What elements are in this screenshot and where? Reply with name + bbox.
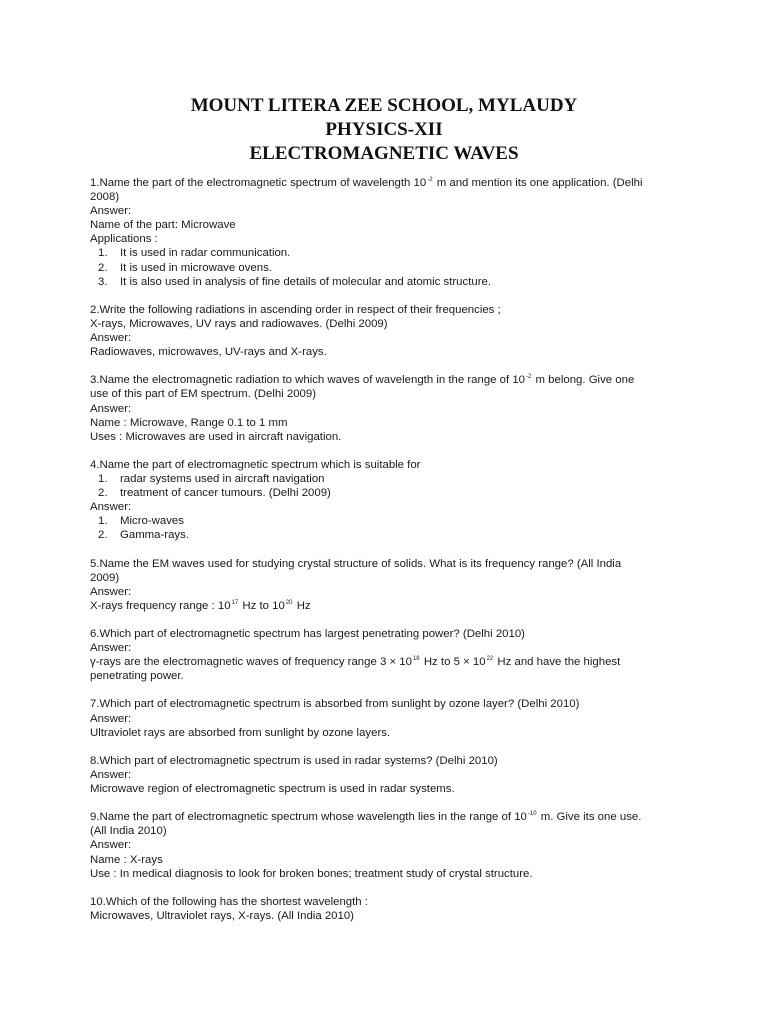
question-text (90, 373, 680, 387)
answer-text-part: X-rays frequency range : 10 (90, 599, 231, 612)
question-text-part: m and mention its one application. (Delhi (433, 177, 643, 189)
list-item (90, 472, 680, 486)
question-text: 4.Name the part of electromagnetic spectrum which is suitable for (90, 458, 421, 471)
question-text: (All India 2010) (90, 825, 167, 838)
answer-label: Answer: (90, 642, 132, 655)
answer-text: Radiowaves, microwaves, UV-rays and X-rays. (90, 346, 327, 359)
question-list (90, 176, 680, 923)
question-text-part: 3.Name the electromagnetic radiation to which waves of wavelength in the range of 10 (90, 374, 525, 387)
question-10 (90, 895, 680, 923)
list-text: radar systems used in aircraft navigation (120, 472, 325, 485)
question-3 (90, 373, 680, 443)
answer-text: Name : X-rays (90, 853, 163, 866)
answer-label: Answer: (90, 332, 132, 345)
list-number: 1. (98, 472, 108, 485)
question-text: Microwaves, Ultraviolet rays, X-rays. (All India 2010) (90, 909, 354, 922)
answer-text-part: γ-rays are the electromagnetic waves of frequency range 3 × 10 (90, 656, 412, 669)
list-item (90, 261, 680, 275)
applications-list (90, 246, 680, 288)
answer-label: Answer: (90, 585, 132, 598)
answer-label: Answer: (90, 501, 132, 514)
question-text: 7.Which part of electromagnetic spectrum is absorbed from sunlight by ozone layer? (Delhi 2010) (90, 698, 580, 711)
chapter-title: ELECTROMAGNETIC WAVES (249, 143, 519, 164)
question-text: 5.Name the EM waves used for studying crystal structure of solids. What is its frequency range? (All India (90, 557, 622, 570)
list-number: 1. (98, 247, 108, 260)
list-item (90, 275, 680, 289)
exponent: 17 (231, 599, 239, 606)
list-text: It is used in microwave ovens. (120, 261, 272, 274)
answer-text-part: Hz and have the highest (494, 656, 621, 669)
answer-label: Answer: (90, 839, 132, 852)
question-7 (90, 697, 680, 739)
answer-text: Name : Microwave, Range 0.1 to 1 mm (90, 416, 288, 429)
list-item (90, 246, 680, 260)
list-text: It is also used in analysis of fine details of molecular and atomic structure. (120, 275, 492, 288)
school-name: MOUNT LITERA ZEE SCHOOL, MYLAUDY (190, 95, 578, 116)
answer-text: Applications : (90, 233, 158, 246)
list-number: 2. (98, 261, 108, 274)
question-text-part: m. Give its one use. (537, 811, 642, 824)
exponent: 22 (486, 656, 494, 663)
answer-text: Ultraviolet rays are absorbed from sunlight by ozone layers. (90, 726, 391, 739)
answer-text-part: Hz (293, 599, 311, 612)
list-number: 2. (98, 487, 108, 500)
exponent: 20 (285, 599, 293, 606)
question-text: 10.Which of the following has the shortest wavelength : (90, 895, 368, 908)
question-text-part: m belong. Give one (532, 374, 635, 387)
question-list-items (90, 472, 680, 500)
answer-text: penetrating power. (90, 670, 184, 683)
answer-text-part: Hz to 5 × 10 (420, 656, 486, 669)
answer-list-items (90, 514, 680, 542)
question-6 (90, 627, 680, 683)
list-number: 1. (98, 515, 108, 528)
answer-text: Uses : Microwaves are used in aircraft navigation. (90, 430, 342, 443)
question-text: 2.Write the following radiations in ascending order in respect of their frequencies ; (90, 303, 501, 316)
answer-label: Answer: (90, 768, 132, 781)
question-2 (90, 303, 680, 359)
exponent: 18 (412, 656, 420, 663)
list-text: treatment of cancer tumours. (Delhi 2009) (120, 487, 331, 500)
answer-text: Use : In medical diagnosis to look for broken bones; treatment study of crystal structure. (90, 867, 533, 880)
question-5 (90, 557, 680, 613)
answer-text-part: Hz to 10 (239, 599, 285, 612)
question-text (90, 176, 680, 190)
question-text: 8.Which part of electromagnetic spectrum is used in radar systems? (Delhi 2010) (90, 754, 498, 767)
question-text: 6.Which part of electromagnetic spectrum has largest penetrating power? (Delhi 2010) (90, 628, 525, 640)
question-text: 2009) (90, 571, 120, 584)
question-1 (90, 176, 680, 289)
list-item (90, 486, 680, 500)
exponent: -2 (427, 177, 433, 183)
list-item (90, 528, 680, 542)
answer-label: Answer: (90, 402, 132, 415)
list-text: Gamma-rays. (120, 529, 189, 542)
question-text-part: 1.Name the part of the electromagnetic spectrum of wavelength 10 (90, 177, 427, 189)
question-text: X-rays, Microwaves, UV rays and radiowaves. (Delhi 2009) (90, 317, 388, 330)
list-number: 2. (98, 529, 108, 542)
question-text: 2008) (90, 191, 120, 204)
question-8 (90, 754, 680, 796)
list-text: Micro-waves (120, 515, 184, 528)
answer-text (90, 599, 680, 613)
subject-title: PHYSICS-XII (325, 119, 443, 140)
question-text: use of this part of EM spectrum. (Delhi 2009) (90, 388, 317, 401)
answer-text: Name of the part: Microwave (90, 219, 236, 232)
list-item (90, 514, 680, 528)
question-text-part: 9.Name the part of electromagnetic spectrum whose wavelength lies in the range of 10 (90, 811, 527, 824)
answer-text (90, 655, 680, 669)
answer-text: Microwave region of electromagnetic spectrum is used in radar systems. (90, 783, 455, 796)
list-text: It is used in radar communication. (120, 247, 291, 260)
answer-label: Answer: (90, 205, 132, 218)
exponent: -10 (527, 811, 537, 818)
answer-label: Answer: (90, 712, 132, 725)
document-header (0, 94, 768, 166)
question-text (90, 810, 680, 824)
exponent: -2 (526, 374, 532, 381)
list-number: 3. (98, 275, 108, 288)
question-4 (90, 458, 680, 543)
question-9 (90, 810, 680, 880)
